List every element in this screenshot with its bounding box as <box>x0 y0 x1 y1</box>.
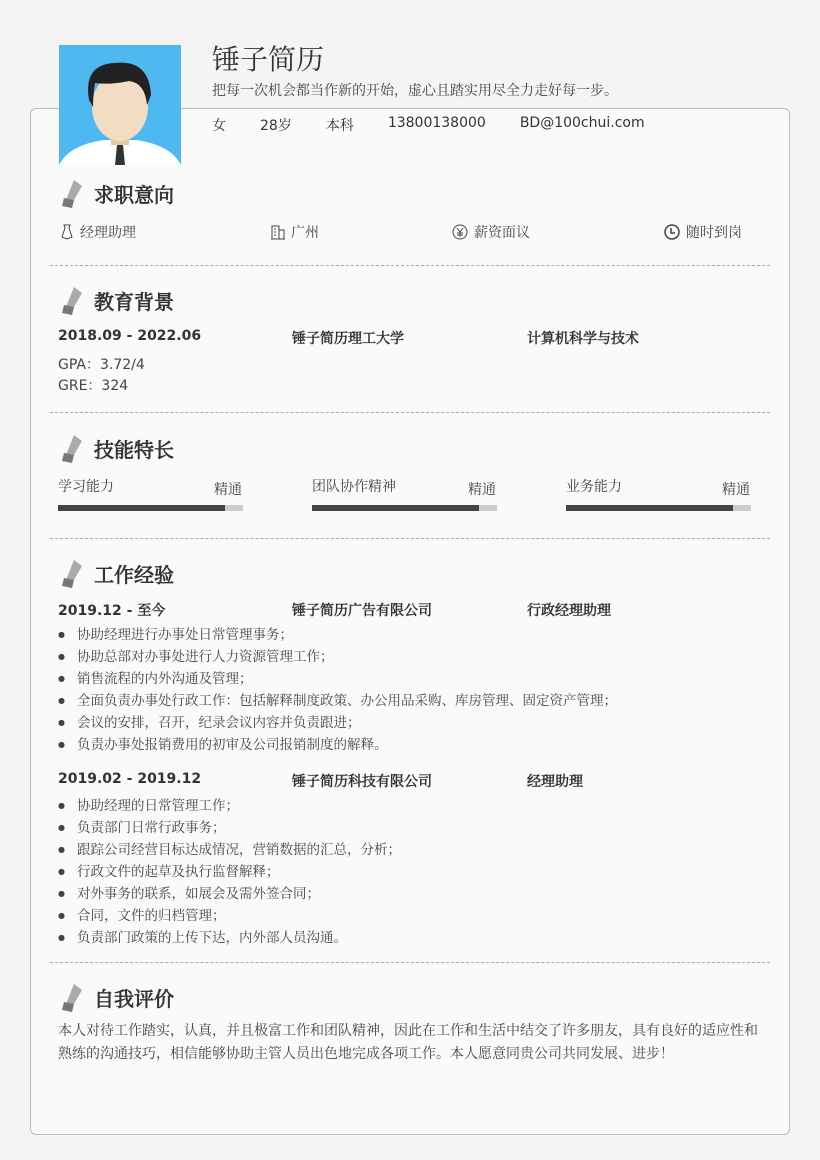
skill-bar-fill <box>566 505 733 511</box>
job-duties <box>58 795 401 949</box>
skill-bar <box>566 505 751 511</box>
self-evaluation: 本人对待工作踏实，认真，并且极富工作和团队精神，因此在工作和生活中结交了许多朋友，具有良好的适应性和熟练的沟通技巧，相信能够协助主管人员出色地完成各项工作。本人愿意同贵公司共同发展、进步！ <box>58 1023 758 1062</box>
gpa: GPA：3.72/4 <box>58 357 145 373</box>
divider <box>50 538 770 539</box>
job-company: 锤子简历科技有限公司 <box>292 774 432 790</box>
degree: 本科 <box>325 118 354 134</box>
section-title-education: 教育背景 <box>60 285 174 315</box>
skill-bar-fill <box>312 505 479 511</box>
pen-icon <box>60 285 90 315</box>
job-company: 锤子简历广告有限公司 <box>292 603 432 619</box>
duty-item: ● 协助总部对办事处进行人力资源管理工作； <box>58 646 617 668</box>
duty-item: ● 协助经理的日常管理工作； <box>58 795 401 817</box>
skill-bar <box>312 505 497 511</box>
skill-level: 精通 <box>722 482 750 498</box>
resume-card <box>30 108 790 1135</box>
section-title-work: 工作经验 <box>60 558 174 588</box>
education-period: 2018.09 - 2022.06 <box>58 328 202 344</box>
clock-icon <box>664 224 680 244</box>
motto: 把每一次机会都当作新的开始，虚心且踏实用尽全力走好每一步。 <box>212 83 618 99</box>
duty-item: ● 对外事务的联系，如展会及需外签合同； <box>58 883 401 905</box>
duty-item: ● 跟踪公司经营目标达成情况，营销数据的汇总，分析； <box>58 839 401 861</box>
pen-icon <box>60 558 90 588</box>
divider <box>50 265 770 266</box>
pen-icon <box>60 982 90 1012</box>
duty-item: ● 销售流程的内外沟通及管理； <box>58 668 617 690</box>
pen-icon <box>60 178 90 208</box>
phone: 13800138000 <box>387 115 486 131</box>
duty-item: ● 负责部门政策的上传下达，内外部人员沟通。 <box>58 927 401 949</box>
gender: 女 <box>212 118 226 134</box>
job-duties <box>58 624 617 756</box>
job-role: 行政经理助理 <box>527 603 611 619</box>
divider <box>50 962 770 963</box>
avatar <box>59 45 181 165</box>
job-period: 2019.02 - 2019.12 <box>58 771 202 787</box>
resume-name: 锤子简历 <box>212 43 325 76</box>
yen-icon <box>452 224 468 244</box>
personal-info <box>212 115 679 135</box>
skill-name: 团队协作精神 <box>312 479 396 495</box>
pen-icon <box>60 433 90 463</box>
tie-icon <box>60 224 74 244</box>
section-title-self: 自我评价 <box>60 982 174 1012</box>
section-title-skills: 技能特长 <box>60 433 174 463</box>
skill-name: 业务能力 <box>566 479 622 495</box>
intent-availability: 随时到岗 <box>664 222 742 244</box>
job-role: 经理助理 <box>527 774 583 790</box>
duty-item: ● 合同，文件的归档管理； <box>58 905 401 927</box>
skill-bar-fill <box>58 505 225 511</box>
gre: GRE：324 <box>58 378 129 394</box>
job-period: 2019.12 - 至今 <box>58 603 166 619</box>
intent-position: 经理助理 <box>60 222 136 244</box>
intent-salary: 薪资面议 <box>452 222 530 244</box>
email: BD@100chui.com <box>519 115 645 131</box>
duty-item: ● 负责部门日常行政事务； <box>58 817 401 839</box>
duty-item: ● 会议的安排，召开，纪录会议内容并负责跟进； <box>58 712 617 734</box>
skill-level: 精通 <box>214 482 242 498</box>
skill-level: 精通 <box>468 482 496 498</box>
age: 28岁 <box>260 118 292 134</box>
skill-bar <box>58 505 243 511</box>
intent-city: 广州 <box>271 222 319 244</box>
section-title-intent: 求职意向 <box>60 178 174 208</box>
duty-item: ● 负责办事处报销费用的初审及公司报销制度的解释。 <box>58 734 617 756</box>
education-major: 计算机科学与技术 <box>527 331 639 347</box>
education-school: 锤子简历理工大学 <box>292 331 404 347</box>
duty-item: ● 全面负责办事处行政工作：包括解释制度政策、办公用品采购、库房管理、固定资产管理； <box>58 690 617 712</box>
duty-item: ● 行政文件的起草及执行监督解释； <box>58 861 401 883</box>
building-icon <box>271 224 285 244</box>
duty-item: ● 协助经理进行办事处日常管理事务； <box>58 624 617 646</box>
skill-name: 学习能力 <box>58 479 114 495</box>
divider <box>50 412 770 413</box>
